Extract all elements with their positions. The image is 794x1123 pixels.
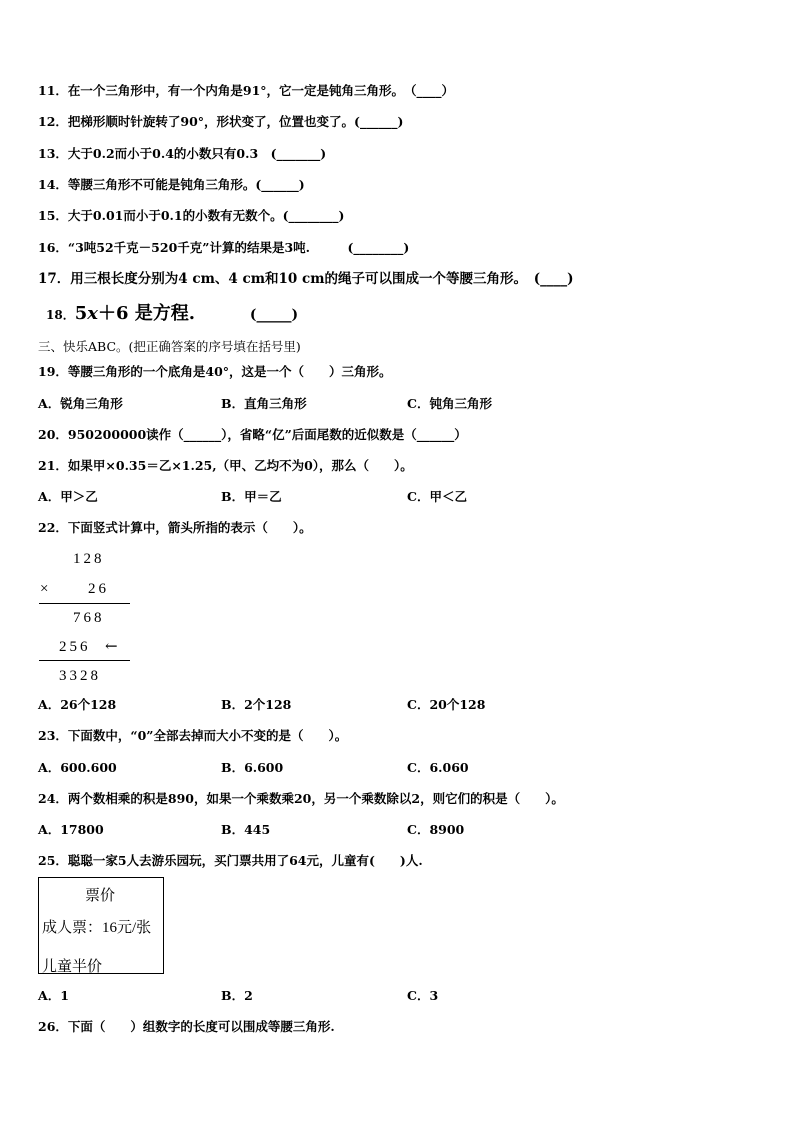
question-18-expression: 5x＋6 是方程. — [74, 303, 196, 324]
question-14: 14．等腰三角形不可能是钝角三角形。(______) — [38, 177, 305, 192]
question-18-blank: (_____) — [249, 307, 299, 323]
q25-option-c: C．3 — [407, 988, 439, 1003]
q23-option-a: A．600.600 — [38, 760, 117, 775]
q19-option-c: C．钝角三角形 — [407, 396, 492, 411]
section-3-heading: 三、快乐ABC。(把正确答案的序号填在括号里) — [38, 339, 301, 354]
q23-option-b: B．6.600 — [221, 760, 284, 775]
q23-option-c: C．6.060 — [407, 760, 469, 775]
adult-ticket-price: 成人票：16元/张 — [42, 920, 152, 936]
calc-line-1 — [39, 603, 130, 604]
ticket-price-box — [38, 877, 164, 974]
question-23: 23．下面数中，“0”全部去掉而大小不变的是（ ）。 — [38, 728, 348, 743]
calc-row-5: 3328 — [59, 668, 101, 684]
question-17: 17．用三根长度分别为4 cm、4 cm和10 cm的绳子可以围成一个等腰三角形。 (____) — [38, 271, 574, 287]
question-21: 21．如果甲×0.35＝乙×1.25,（甲、乙均不为0），那么（ ）。 — [38, 458, 413, 473]
q21-option-c: C．甲＜乙 — [407, 489, 467, 504]
question-18 — [46, 303, 299, 324]
question-26: 26．下面（ ）组数字的长度可以围成等腰三角形. — [38, 1019, 335, 1034]
q22-option-b: B．2个128 — [221, 697, 292, 712]
question-24: 24．两个数相乘的积是890，如果一个乘数乘20，另一个乘数除以2，则它们的积是（ ）。 — [38, 791, 564, 806]
price-box-title: 票价 — [85, 888, 116, 904]
q25-option-a: A．1 — [38, 988, 69, 1003]
q19-option-a: A．锐角三角形 — [38, 396, 123, 411]
q21-option-b: B．甲＝乙 — [221, 489, 282, 504]
multiply-sign: × — [40, 581, 52, 597]
calc-row-1: 128 — [73, 551, 105, 567]
question-19: 19．等腰三角形的一个底角是40°，这是一个（ ）三角形。 — [38, 364, 392, 379]
question-18-number: 18． — [46, 308, 75, 322]
question-16: 16．“3吨52千克－520千克”计算的结果是3吨. (________) — [38, 240, 410, 255]
left-arrow-icon: ← — [105, 637, 118, 655]
q21-option-a: A．甲＞乙 — [38, 489, 98, 504]
calc-row-2: 26 — [88, 581, 109, 597]
question-20: 20．950200000读作（______），省略“亿”后面尾数的近似数是（______） — [38, 427, 467, 442]
child-ticket-price: 儿童半价 — [42, 959, 103, 975]
q22-option-a: A．26个128 — [38, 697, 117, 712]
q25-option-b: B．2 — [221, 988, 253, 1003]
question-11: 11．在一个三角形中，有一个内角是91°，它一定是钝角三角形。 （____） — [38, 83, 455, 98]
q24-option-b: B．445 — [221, 822, 271, 837]
q24-option-c: C．8900 — [407, 822, 465, 837]
question-22: 22．下面竖式计算中，箭头所指的表示（ ）。 — [38, 520, 312, 535]
q24-option-a: A．17800 — [38, 822, 104, 837]
question-25: 25．聪聪一家5人去游乐园玩，买门票共用了64元，儿童有( )人. — [38, 853, 423, 868]
question-15: 15．大于0.01而小于0.1的小数有无数个。(________) — [38, 208, 345, 223]
question-13: 13．大于0.2而小于0.4的小数只有0.3 (_______) — [38, 146, 327, 161]
calc-row-4: 256 — [59, 639, 91, 655]
question-12: 12．把梯形顺时针旋转了90°，形状变了，位置也变了。(______) — [38, 114, 404, 129]
calc-row-3: 768 — [73, 610, 105, 626]
q22-option-c: C．20个128 — [407, 697, 486, 712]
q19-option-b: B．直角三角形 — [221, 396, 307, 411]
calc-line-2 — [39, 660, 130, 661]
